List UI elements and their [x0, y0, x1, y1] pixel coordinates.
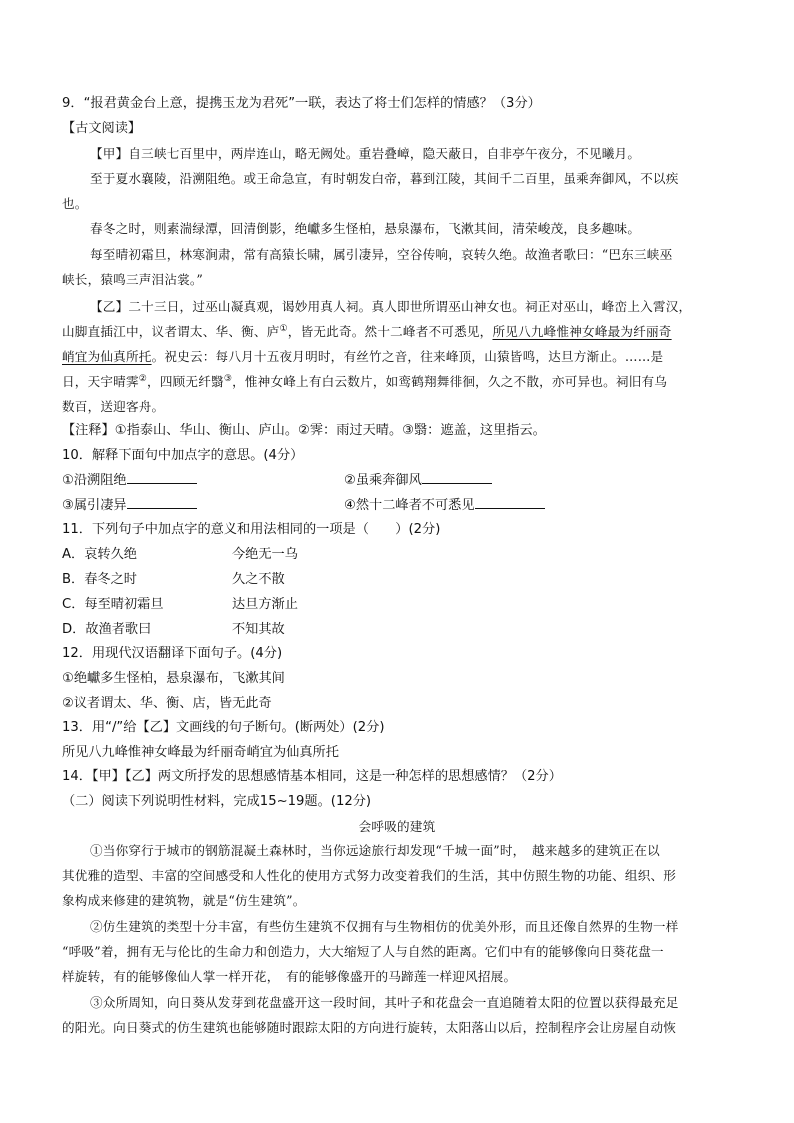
q10-item-text: ①沿溯阻绝	[62, 473, 127, 488]
article-line: 其优雅的造型、丰富的空间感受和人性化的使用方式努力改变着我们的生活，其中仿照生物的功能、组织、形	[62, 868, 677, 883]
article-line: 的阳光。向日葵式的仿生建筑也能够随时跟踪太阳的方向进行旋转，太阳落山以后，控制程序会让房屋自动恢	[62, 1020, 677, 1035]
passage-yi-line: 数百，送迎客舟。	[62, 399, 165, 414]
article-line: 象构成来修建的建筑物，就是“仿生建筑”。	[62, 893, 306, 908]
article-line: ①当你穿行于城市的钢筋混凝土森林时，当你远途旅行却发现“千城一面”时， 越来越多的建筑正在以	[90, 843, 660, 858]
q10-item	[62, 469, 197, 488]
q13-sentence: 所见八九峰惟神女峰最为纤丽奇峭宜为仙真所托	[62, 745, 339, 760]
article-line: ③众所周知，向日葵从发芽到花盘盛开这一段时间，其叶子和花盘会一直追随着太阳的位置以获得最充足	[90, 995, 679, 1010]
q11-option-b: B．春冬之时	[62, 572, 137, 587]
underlined-sentence: 所见八九峰惟神女峰最为纤丽奇	[492, 324, 672, 339]
q10-item	[344, 494, 545, 513]
answer-blank[interactable]	[422, 469, 492, 484]
q12-item: ②议者谓太、华、衡、店，皆无此奇	[62, 696, 272, 711]
annotations: 【注释】①指泰山、华山、衡山、庐山。②霁：雨过天晴。③翳：遮盖，这里指云。	[62, 423, 546, 438]
underlined-sentence: 峭宜为仙真所托	[62, 349, 152, 364]
q10-item	[62, 494, 197, 513]
part-two-heading: （二）阅读下列说明性材料，完成15~19题。(12分)	[62, 794, 372, 809]
passage-yi-line	[62, 371, 667, 390]
question-9: 9．“报君黄金台上意，提携玉龙为君死”一联，表达了将士们怎样的情感？（3分）	[62, 96, 541, 111]
q11-option-d-compare: 不知其故	[232, 622, 285, 637]
passage-jia-line: 每至晴初霜旦，林寒涧肃，常有高猿长啸，属引凄异，空谷传响，哀转久绝。故渔者歌曰：“巴东三峡巫	[90, 247, 673, 262]
footnote-marker: ②	[138, 373, 148, 384]
passage-yi-text: 【乙】二十三日，过巫山凝真观，谒妙用真人祠。真人即世所谓巫山神女也。祠正对巫山，峰峦上入霄汉，	[90, 299, 692, 314]
passage-jia-line: 峡长，猿鸣三声泪沾裳。”	[62, 272, 204, 287]
passage-yi-text: ，皆无此奇。然十二峰者不可悉见，	[287, 324, 493, 339]
answer-blank[interactable]	[127, 494, 197, 509]
passage-jia-line: 【甲】自三峡七百里中，两岸连山，略无阙处。重岩叠嶂，隐天蔽日，自非亭午夜分，不见曦月。	[90, 146, 641, 161]
answer-blank[interactable]	[127, 469, 197, 484]
q10-item-text: ②虽乘奔御风	[344, 473, 422, 488]
footnote-marker: ③	[223, 373, 233, 384]
passage-yi-line	[62, 346, 663, 365]
article-line: ②仿生建筑的类型十分丰富，有些仿生建筑不仅拥有与生物相仿的优美外形，而且还像自然界的生物一样	[90, 919, 679, 934]
answer-blank[interactable]	[475, 494, 545, 509]
q10-item-text: ④然十二峰者不可悉见	[344, 498, 475, 513]
q11-option-c-compare: 达旦方渐止	[232, 597, 298, 612]
q10-item	[344, 469, 492, 488]
question-11: 11．下列句子中加点字的意义和用法相同的一项是（ ）(2分)	[62, 522, 441, 537]
q11-option-b-compare: 久之不散	[232, 572, 285, 587]
passage-yi-text: ，惟神女峰上有白云数片，如鸾鹤翔舞徘徊，久之不散，亦可异也。祠旧有乌	[232, 374, 668, 389]
footnote-marker: ①	[279, 323, 288, 334]
passage-jia-line: 至于夏水襄陵，沿溯阻绝。或王命急宣，有时朝发白帝，暮到江陵，其间千二百里，虽乘奔御风，不以疾	[90, 171, 679, 186]
q11-option-a-compare: 今绝无一乌	[232, 547, 298, 562]
passage-jia-line: 春冬之时，则素湍绿潭，回清倒影，绝巘多生怪柏，悬泉瀑布，飞漱其间，清荣峻茂，良多趣味。	[90, 221, 641, 236]
q11-option-a: A．哀转久绝	[62, 547, 137, 562]
passage-yi-text: 山脚直插江中，议者谓太、华、衡、庐	[62, 324, 280, 339]
passage-yi-text: 。祝史云：每八月十五夜月明时，有丝竹之音，往来峰顶，山猿皆鸣，达旦方渐止。……是	[151, 349, 664, 364]
question-13: 13．用“/”给【乙】文画线的句子断句。(断两处）(2分)	[62, 720, 385, 735]
article-title: 会呼吸的建筑	[358, 819, 436, 834]
q11-option-c: C．每至晴初霜旦	[62, 597, 164, 612]
section-heading-classical-reading: 【古文阅读】	[62, 121, 142, 136]
question-14: 14．【甲】【乙】两文所抒发的思想感情基本相同，这是一种怎样的思想感情？（2分）	[62, 769, 562, 784]
article-line: “呼吸”着，拥有无与伦比的生命力和创造力，大大缩短了人与自然的距离。它们中有的能够像向日葵花盘一	[62, 944, 664, 959]
article-line: 样旋转，有的能够像仙人掌一样开花， 有的能够像盛开的马蹄莲一样迎风招展。	[62, 969, 517, 984]
q10-item-text: ③属引凄异	[62, 498, 127, 513]
passage-yi-text: ，四顾无纤翳	[147, 374, 224, 389]
passage-yi-line	[90, 296, 691, 315]
passage-yi-line	[62, 321, 672, 340]
passage-jia-line: 也。	[62, 196, 88, 211]
question-12: 12．用现代汉语翻译下面句子。(4分)	[62, 646, 283, 661]
question-10: 10．解释下面句中加点字的意思。(4分）	[62, 448, 304, 463]
passage-yi-text: 日，天宇晴霁	[62, 374, 139, 389]
q12-item: ①绝巘多生怪柏，悬泉瀑布，飞漱其间	[62, 671, 285, 686]
q11-option-d: D．故渔者歌曰	[62, 622, 152, 637]
